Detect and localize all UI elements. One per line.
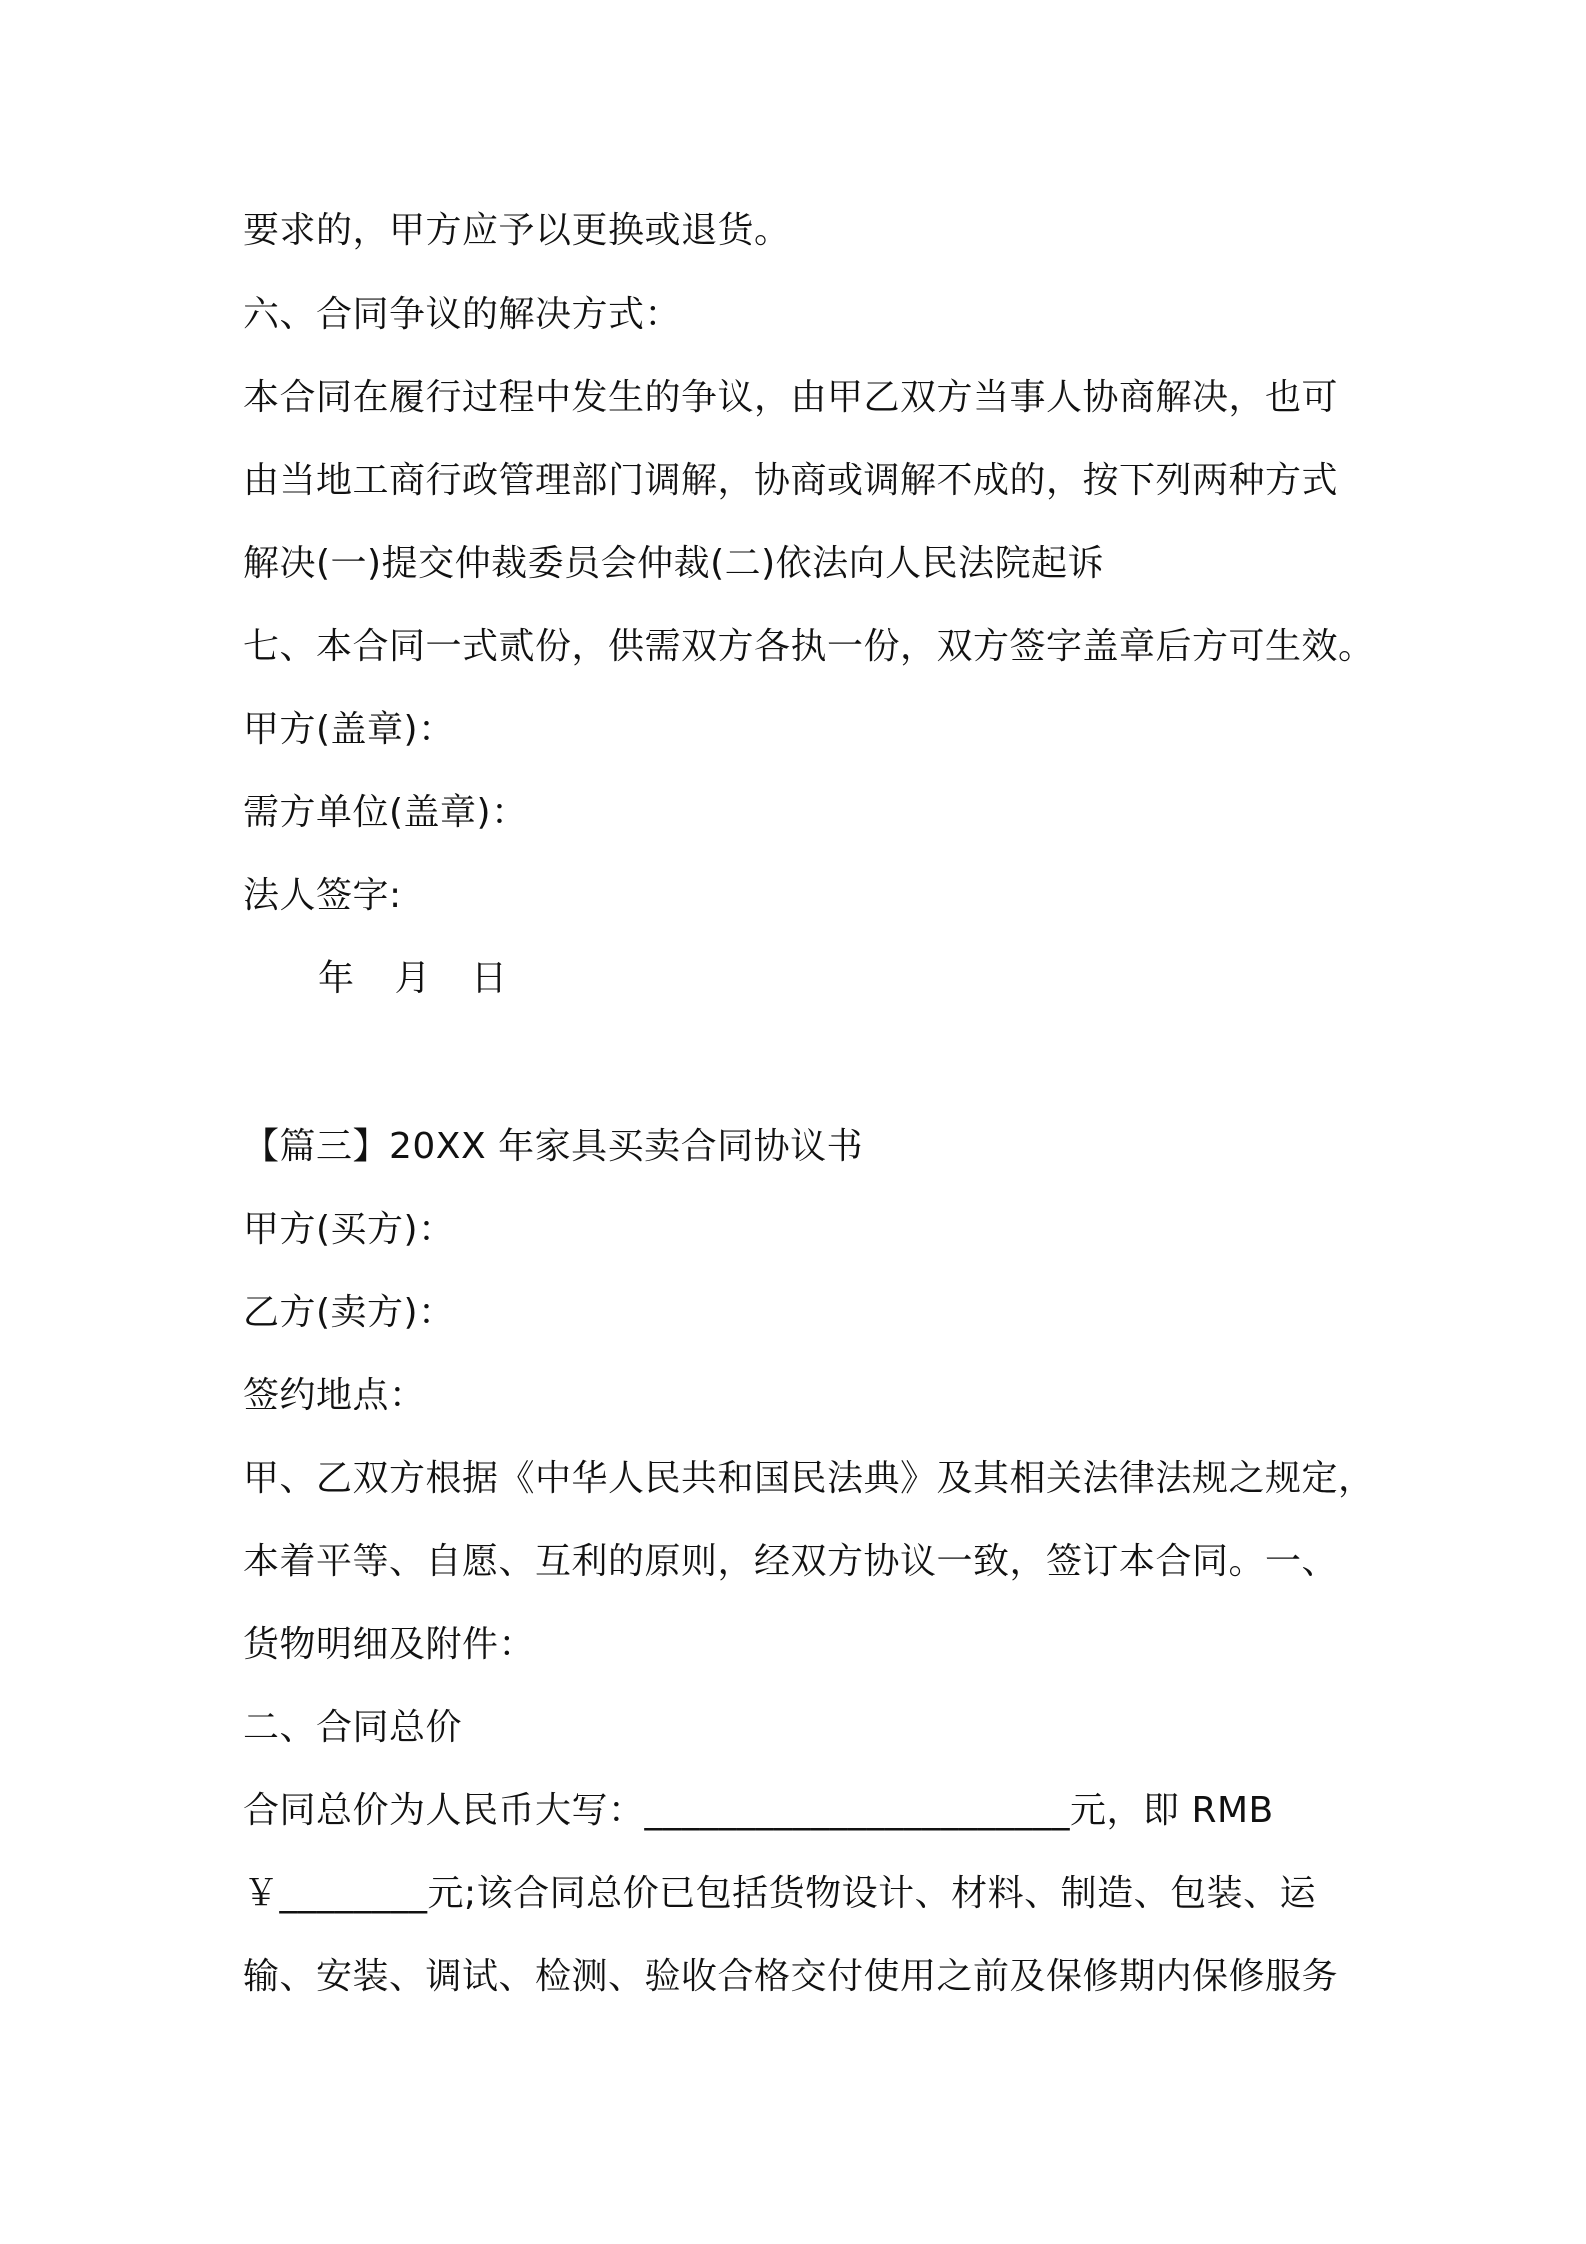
text-line: 合同总价为人民币大写：_______________________元，即 RMB xyxy=(243,1790,1274,1831)
signature-legal-person: 法人签字: xyxy=(243,875,402,916)
text-line: 七、本合同一式贰份，供需双方各执一份，双方签字盖章后方可生效。 xyxy=(243,626,1375,667)
text-line: 由当地工商行政管理部门调解，协商或调解不成的，按下列两种方式 xyxy=(243,460,1339,501)
date-month: 月 xyxy=(394,958,432,999)
text-line: 本合同在履行过程中发生的争议，由甲乙双方当事人协商解决，也可 xyxy=(243,377,1339,418)
party-a-buyer: 甲方(买方)： xyxy=(243,1209,455,1250)
text-line: 解决(一)提交仲裁委员会仲裁(二)依法向人民法院起诉 xyxy=(243,543,1105,584)
text-line: 要求的，甲方应予以更换或退货。 xyxy=(243,210,791,251)
text-line: ￥________元;该合同总价已包括货物设计、材料、制造、包装、运 xyxy=(243,1873,1317,1914)
section-heading: 二、合同总价 xyxy=(243,1707,463,1748)
section-title: 【篇三】20XX 年家具买卖合同协议书 xyxy=(243,1126,864,1167)
text-line: 本着平等、自愿、互利的原则，经双方协议一致，签订本合同。一、 xyxy=(243,1541,1339,1582)
text-line: 货物明细及附件： xyxy=(243,1624,536,1665)
party-b-seller: 乙方(卖方)： xyxy=(243,1292,455,1333)
text-line: 输、安装、调试、检测、验收合格交付使用之前及保修期内保修服务 xyxy=(243,1956,1339,1997)
section-heading: 六、合同争议的解决方式： xyxy=(243,294,682,335)
text-line: 甲、乙双方根据《中华人民共和国民法典》及其相关法律法规之规定， xyxy=(243,1458,1375,1499)
date-year: 年 xyxy=(318,958,355,999)
signature-party-a: 甲方(盖章)： xyxy=(243,709,455,750)
signature-buyer-unit: 需方单位(盖章)： xyxy=(243,792,528,833)
date-line xyxy=(318,956,508,1002)
date-day: 日 xyxy=(471,958,508,999)
signing-place: 签约地点： xyxy=(243,1375,426,1416)
